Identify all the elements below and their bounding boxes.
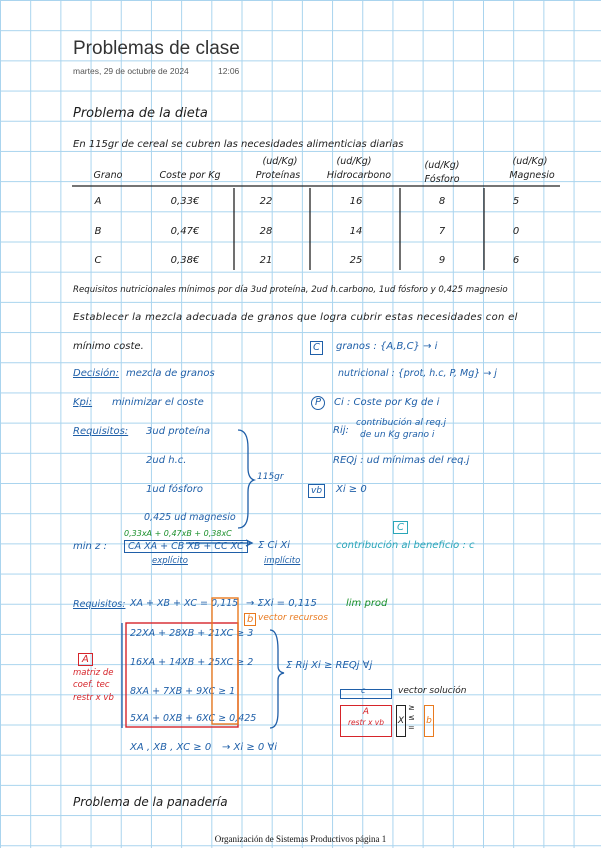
section-heading-panaderia: Problema de la panadería [73, 795, 228, 809]
orange-rhs-box [212, 598, 238, 724]
kpi-text: minimizar el coste [112, 397, 204, 408]
set-nutricional: nutricional : {prot, h.c, P, Mg} → j [338, 368, 497, 379]
table-cell: 16 [349, 196, 363, 207]
table-cell: 0,33€ [170, 196, 200, 207]
kpi-label: Kpi: [73, 397, 93, 408]
min-explicit: explícito [152, 556, 188, 566]
red-coef-matrix-box [126, 623, 238, 727]
constraint-row: 16XA + 14XB + 25XC ≥ 2 [130, 657, 254, 668]
min-expression: CA XA + CB XB + CC XC [124, 540, 248, 553]
col-header-magnesio: Magnesio [509, 170, 555, 181]
constraint-sum-ineq: Σ Rij Xi ≥ REQj ∀j [286, 660, 373, 671]
matrix-a-label: A [362, 707, 370, 717]
matrix-op-le: ≤ [408, 713, 415, 722]
table-cell: 14 [349, 226, 363, 237]
a-text-2: coef. tec [73, 680, 110, 690]
table-cell: 5 [512, 196, 520, 207]
x-vector-text: vector solución [398, 686, 467, 696]
requisitos-label: Requisitos: [73, 426, 129, 437]
vb-text: Xi ≥ 0 [336, 484, 367, 495]
req-item-hc: 2ud h.c. [146, 455, 187, 466]
intro-text: En 115gr de cereal se cubren las necesidades alimenticias diarias [73, 139, 404, 150]
c-tag: C [393, 521, 408, 534]
unit-proteinas: (ud/Kg) [262, 156, 298, 167]
col-header-coste: Coste por Kg [159, 170, 221, 181]
requisitos-nutricionales: Requisitos nutricionales mínimos por día 3ud proteína, 2ud h.carbono, 1ud fósforo y 0,425 magnesio [73, 285, 508, 295]
unit-hidrocarbono: (ud/Kg) [336, 156, 372, 167]
page-time: 12:06 [218, 66, 240, 76]
page-date: martes, 29 de octubre de 2024 [73, 66, 189, 76]
b-tag: b [244, 613, 256, 626]
matrix-b: b [424, 705, 434, 737]
param-r-text-2: de un Kg grano i [360, 430, 435, 440]
a-text-1: matriz de [73, 668, 114, 678]
min-sum: Σ Ci Xi [258, 540, 291, 551]
table-cell: 0,38€ [170, 255, 200, 266]
page-footer: Organización de Sistemas Productivos página 1 [214, 834, 387, 844]
req-brace-note: 115gr [257, 472, 284, 482]
col-header-proteinas: Proteínas [255, 170, 301, 181]
set-c-tag: C [310, 341, 323, 355]
matrix-op-ge: ≥ [408, 703, 415, 712]
nonneg-sum: → Xi ≥ 0 ∀i [222, 742, 278, 753]
min-implicit: implícito [264, 556, 301, 566]
col-header-hidrocarbono: Hidrocarbono [326, 170, 392, 181]
lim-prod: lim prod [346, 598, 388, 609]
constraints-brace [270, 630, 284, 728]
decision-text: mezcla de granos [126, 368, 215, 379]
table-cell: 28 [259, 226, 273, 237]
b-text: vector recursos [258, 613, 328, 623]
table-cell: A [94, 196, 102, 207]
x-tag-c: c [361, 686, 366, 695]
constraint-row: 8XA + 7XB + 9XC ≥ 1 [130, 686, 236, 697]
table-cell: 9 [438, 255, 446, 266]
param-r-text-1: contribución al req.j [356, 418, 447, 428]
constraint-sum-eq: → ΣXi = 0,115 [246, 598, 317, 609]
req-item-magnesio: 0,425 ud magnesio [144, 512, 236, 523]
a-tag: A [78, 653, 93, 666]
col-header-grano: Grano [93, 170, 123, 181]
unit-magnesio: (ud/Kg) [512, 156, 548, 167]
table-lines [72, 186, 560, 270]
param-r-label: Rij: [333, 425, 349, 436]
matrix-a-sub: restr x vb [347, 718, 385, 727]
param-req: REQj : ud mínimas del req.j [333, 455, 470, 466]
table-cell: C [94, 255, 102, 266]
req-brace [238, 430, 254, 528]
param-coste: Ci : Coste por Kg de i [334, 397, 440, 408]
param-p-tag: P [311, 396, 325, 410]
table-cell: 21 [259, 255, 273, 266]
table-cell: 25 [349, 255, 363, 266]
vb-tag: vb [308, 484, 325, 498]
table-cell: 7 [438, 226, 446, 237]
c-text: contribución al beneficio : c [336, 540, 475, 551]
set-granos: granos : {A,B,C} → i [336, 341, 438, 352]
table-cell: 0,47€ [170, 226, 200, 237]
objective-line-2: mínimo coste. [73, 341, 144, 352]
min-coeffs: 0,33xA + 0,47xB + 0,38xC [124, 529, 232, 538]
matrix-op-eq: = [408, 723, 415, 732]
unit-fosforo: (ud/Kg) [424, 160, 460, 171]
objective-line-1: Establecer la mezcla adecuada de granos que logra cubrir estas necesidades con el [73, 312, 518, 323]
decision-label: Decisión: [73, 368, 119, 379]
table-cell: 8 [438, 196, 446, 207]
table-cell: 6 [512, 255, 520, 266]
constraint-row: 22XA + 28XB + 21XC ≥ 3 [130, 628, 254, 639]
constraint-row: 5XA + 0XB + 6XC ≥ 0,425 [130, 713, 257, 724]
table-cell: 0 [512, 226, 520, 237]
a-text-3: restr x vb [73, 693, 114, 703]
req-item-fosforo: 1ud fósforo [146, 484, 203, 495]
table-cell: B [94, 226, 102, 237]
min-label: min z : [73, 541, 107, 552]
req-item-proteina: 3ud proteína [146, 426, 211, 437]
nonneg-constraint: XA , XB , XC ≥ 0 [130, 742, 212, 753]
matrix-x: X [396, 705, 406, 737]
constraint-row: XA + XB + XC = 0,115 [130, 598, 239, 609]
table-cell: 22 [259, 196, 273, 207]
section-heading-dieta: Problema de la dieta [73, 106, 208, 121]
constraints-label: Requisitos: [73, 599, 126, 610]
page-title: Problemas de clase [73, 38, 240, 59]
col-header-fosforo: Fósforo [424, 174, 460, 185]
